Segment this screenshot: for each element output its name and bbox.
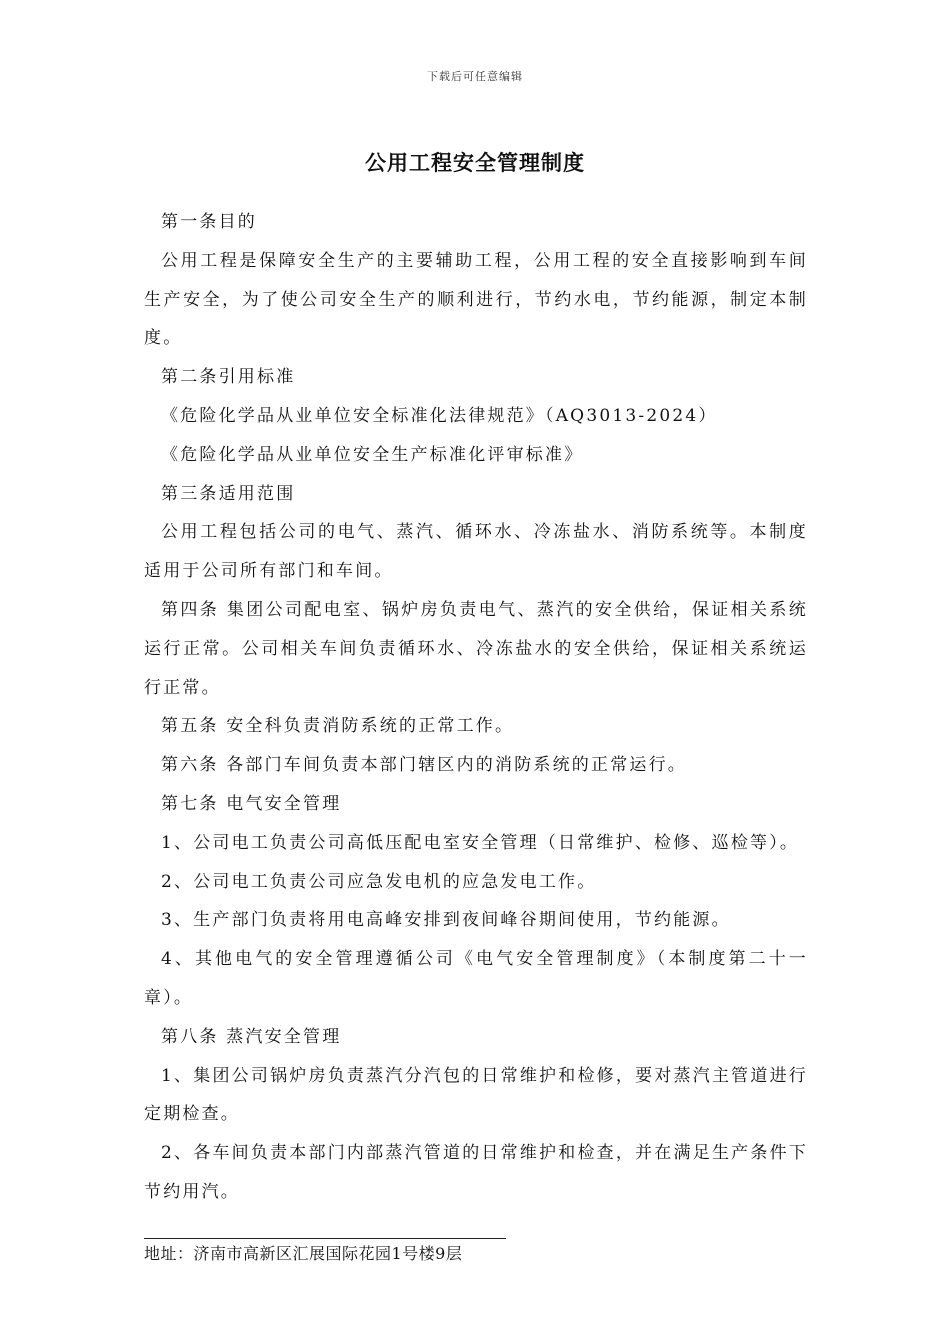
paragraph: 1、集团公司锅炉房负责蒸汽分汽包的日常维护和检修，要对蒸汽主管道进行定期检查。	[144, 1065, 808, 1125]
document-title: 公用工程安全管理制度	[365, 151, 585, 175]
footer-address: 地址：济南市高新区汇展国际花园1号楼9层	[144, 1244, 463, 1263]
paragraph: 公用工程包括公司的电气、蒸汽、循环水、冷冻盐水、消防系统等。本制度适用于公司所有部门和车间。	[144, 522, 808, 582]
paragraph: 4、其他电气的安全管理遵循公司《电气安全管理制度》（本制度第二十一章）。	[144, 949, 808, 1008]
paragraph: 第一条目的	[161, 212, 257, 232]
paragraph: 2、公司电工负责公司应急发电机的应急发电工作。	[161, 871, 597, 892]
paragraph: 第八条 蒸汽安全管理	[161, 1026, 342, 1047]
paragraph: 第四条 集团公司配电室、锅炉房负责电气、蒸汽的安全供给，保证相关系统运行正常。公司相关车间负责循环水、冷冻盐水的安全供给，保证相关系统运行正常。	[144, 599, 808, 698]
paragraph: 第五条 安全科负责消防系统的正常工作。	[161, 716, 515, 737]
paragraph: 第六条 各部门车间负责本部门辖区内的消防系统的正常运行。	[161, 755, 688, 776]
document-body	[144, 203, 808, 1212]
paragraph: 1、公司电工负责公司高低压配电室安全管理（日常维护、检修、巡检等）。	[161, 832, 800, 853]
paragraph: 第二条引用标准	[161, 367, 296, 388]
paragraph: 公用工程是保障安全生产的主要辅助工程，公用工程的安全直接影响到车间生产安全，为了使公司安全生产的顺利进行，节约水电，节约能源，制定本制度。	[144, 250, 808, 349]
paragraph: 3、生产部门负责将用电高峰安排到夜间峰谷期间使用，节约能源。	[161, 910, 731, 931]
paragraph: 第三条适用范围	[161, 483, 296, 504]
paragraph: 第七条 电气安全管理	[161, 793, 342, 814]
paragraph: 《危险化学品从业单位安全标准化法律规范》（AQ3013-2024）	[161, 405, 718, 426]
paragraph: 《危险化学品从业单位安全生产标准化评审标准》	[161, 444, 584, 465]
paragraph: 2、各车间负责本部门内部蒸汽管道的日常维护和检查，并在满足生产条件下节约用汽。	[144, 1143, 808, 1202]
footer-divider	[144, 1238, 506, 1239]
header-note: 下载后可任意编辑	[427, 70, 523, 83]
